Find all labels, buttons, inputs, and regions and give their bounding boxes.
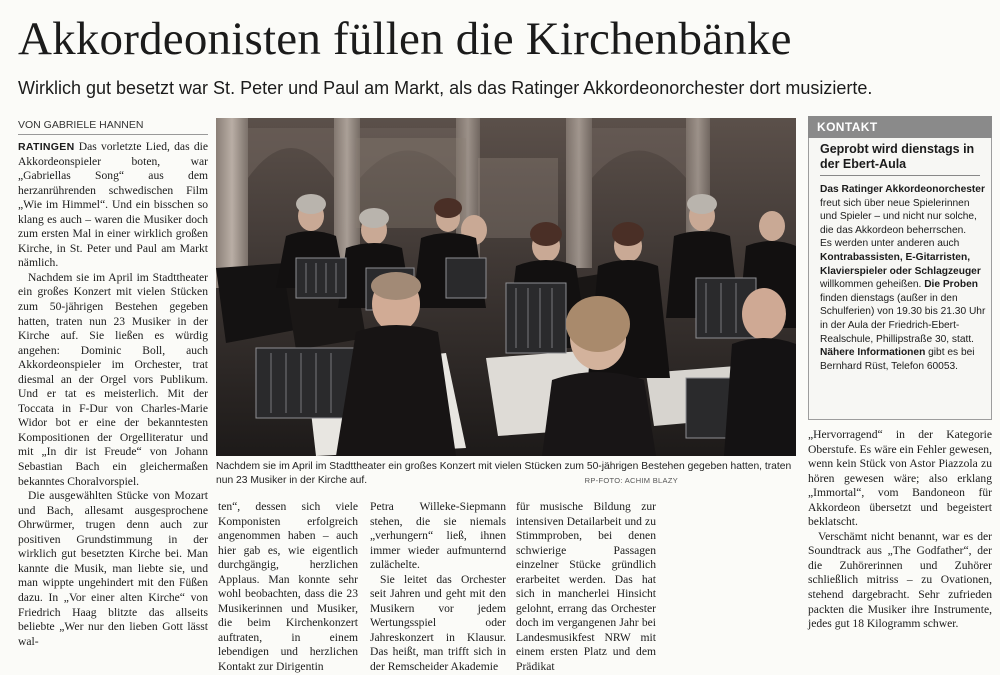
headline: Akkordeonisten füllen die Kirchenbänke <box>18 13 792 65</box>
infobox-bold: Kontrabassisten, E-Gitarristen, Klavierspieler oder Schlagzeuger <box>820 251 981 277</box>
paragraph: Die ausgewählten Stücke von Mozart und Bach, allesamt ausgesprochene Ohrwürmer, trugen denn auch zur positiven Grundstimmung in der wirklich gut besetzten Kirche bei. Man kannte die Musik, man liebte sie, und man wippte ungehindert mit den Füßen dazu. In „Vor einer alten Kirche“ von Friedrich Haag blitzte das allseits beliebte „Wer nur den lieben Gott lässt wal- <box>18 489 208 648</box>
infobox-title: Geprobt wird dienstags in der Ebert-Aula <box>820 142 975 171</box>
article-column-4 <box>516 500 656 674</box>
infobox-paragraph <box>820 346 986 373</box>
infobox-text: willkommen geheißen. <box>820 279 925 291</box>
article-column-2 <box>218 500 358 674</box>
paragraph: ten“, dessen sich viele Komponisten erfolgreich angenommen haben – auch hier gab es, wie eigentlich durchgängig, herzlichen Applaus. Man konnte sehr wohl beobachten, dass die 23 Musikerinnen und Musiker, die beim Kirchenkonzert auftraten, in einem lebendigen und herzlichen Kontakt zur Dirigentin <box>218 500 358 674</box>
caption-text: Nachdem sie im April im Stadttheater ein großes Konzert mit vielen Stücken zum 50-jährigen Bestehen gegeben hatten, traten nun 23 Musiker in der Kirche auf. <box>216 461 792 486</box>
infobox-bold: Nähere Informationen <box>820 347 926 359</box>
infobox-text: Es werden unter anderen auch <box>820 238 960 250</box>
byline-divider <box>18 134 208 135</box>
photo-caption <box>216 460 796 487</box>
subhead: Wirklich gut besetzt war St. Peter und Paul am Markt, als das Ratinger Akkordeonorchester dort musizierte. <box>18 78 873 98</box>
paragraph: für musische Bildung zur intensiven Detailarbeit und zu Stimmproben, bei denen schwierige Passagen einzelner Stücke gründlich erarbeitet werden. Das hat sich in mancherlei Hinsicht gelohnt, errang das Orchester doch im vergangenen Jahr bei Landesmusikfest NRW mit einem ersten Platz und dem Prädikat <box>516 500 656 674</box>
infobox-bold: Das Ratinger Akkordeonorchester <box>820 184 985 195</box>
infobox-divider <box>820 175 980 176</box>
article-column-5 <box>808 428 992 640</box>
article-column-3 <box>370 500 506 674</box>
paragraph: Verschämt nicht benannt, war es der Soundtrack aus „The Godfather“, der die Zuhörerinnen und Zuhörer schließlich mitriss – zu Ovationen, stehend dargebracht. Sehr zufrieden packten die Musiker ihre Instrumente, jedes gut 18 Kilogramm schwer. <box>808 529 992 631</box>
paragraph: „Hervorragend“ in der Kategorie Oberstufe. Es wäre ein Fehler gewesen, wenn kein Stück von Astor Piazzola zu hören gewesen wäre; also erklang „Immortal“, vom Bandoneon für Akkordeon übersetzt und begeistert beklatscht. <box>808 428 992 529</box>
infobox-text: finden dienstags (außer in den Schulferien) von 19.30 bis 21.30 Uhr in der Aula der Friedrich-Ebert-Realschule, Phillipstraße 30, statt. <box>820 292 986 345</box>
infobox-paragraph <box>820 183 986 237</box>
infobox-text: freut sich über neue Spielerinnen und Spieler – und nicht nur solche, die das Akkordeon beherrschen. <box>820 197 977 236</box>
paragraph-text: Das vorletzte Lied, das die Akkordeonspieler boten, war „Gabriellas Song“ aus dem herzanrührenden schwedischen Film „Wie im Himmel“. Und ein bisschen so klang es auch – waren die Musiker doch zum ersten Mal in einer wirklich großen Kirche, in St. Peter und Paul am Markt nämlich. <box>18 140 208 270</box>
article-column-1 <box>18 140 208 648</box>
infobox-paragraph <box>820 237 986 346</box>
byline: VON GABRIELE HANNEN <box>18 119 144 131</box>
infobox-text: gibt es bei Bernhard Rüst, Telefon 60053. <box>820 347 975 372</box>
infobox-bold: Die Proben <box>924 279 978 291</box>
orchestra-photo <box>216 118 796 456</box>
paragraph: Sie leitet das Orchester seit Jahren und geht mit den Musikern vor jedem Wertungsspiel oder Jahreskonzert in Klausur. Das heißt, man trifft sich in der Remscheider Akademie <box>370 572 506 674</box>
paragraph <box>18 140 208 271</box>
infobox-label: KONTAKT <box>808 116 992 138</box>
paragraph: Petra Willeke-Siepmann stehen, die sie niemals „verhungern“ ließ, ihnen immer wieder aufmunternd zulächelte. <box>370 500 506 572</box>
paragraph: Nachdem sie im April im Stadttheater ein großes Konzert mit vielen Stücken zum 50-jährigen Bestehen gegeben hatten, traten nun 23 Musiker in der Kirche auf. Sie ließen es würdig angehen: Dominic Boll, auch Akkordeonspieler im Orchester, trat diesmal an der Orgel vors Publikum. Und er tat es meisterlich. Mit der Toccata in F-Dur von Charles-Marie Widor bot er eine der bekanntesten Kompositionen der Orgelliteratur und mit „In dir ist Freude“ von Johann Sebastian Bach ein gleichermaßen bekanntes Choralvorspiel. <box>18 270 208 488</box>
photo-illustration <box>216 118 796 456</box>
dateline: RATINGEN <box>18 141 75 153</box>
infobox-body <box>820 183 986 373</box>
photo-credit: RP-FOTO: ACHIM BLAZY <box>584 476 678 485</box>
